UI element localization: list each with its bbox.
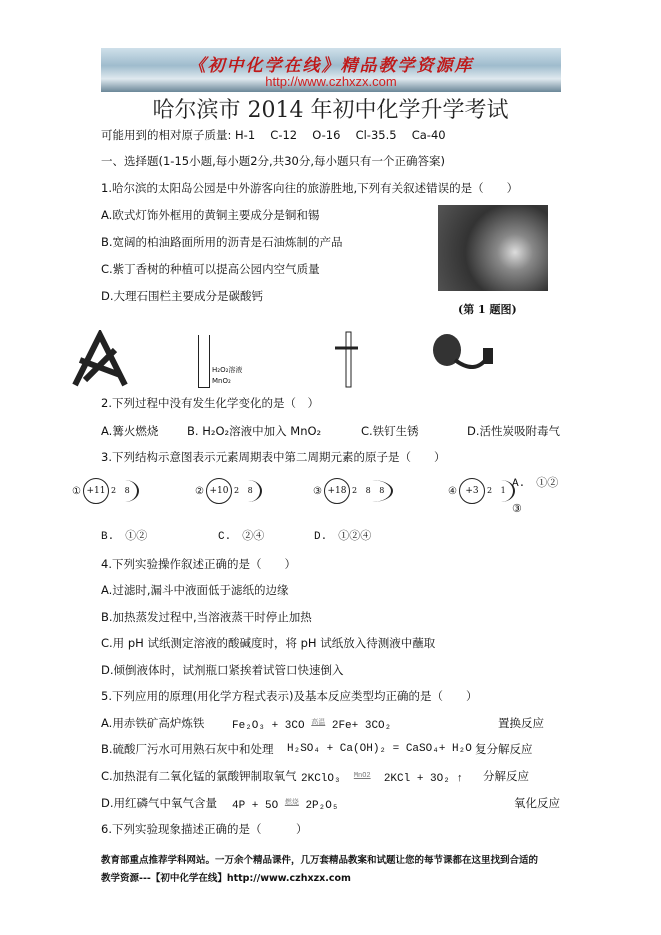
q5-a-type: 置换反应	[498, 716, 544, 730]
q2-option-a: A.篝火燃烧	[101, 424, 159, 438]
atomic-masses: 可能用到的相对原子质量: H-1 C-12 O-16 Cl-35.5 Ca-40	[101, 128, 446, 142]
q1-stem: 1.哈尔滨的太阳岛公园是中外游客向往的旅游胜地,下列有关叙述错误的是（ ）	[101, 181, 519, 195]
banner-title: 《初中化学在线》精品教学资源库	[188, 56, 474, 76]
equation-products: 2Fe+ 3CO₂	[331, 720, 392, 732]
footer-line-1: 教育部重点推荐学科网站。一万余个精品课件，几万套精品教案和试题让您的每节课都在这里找到合适的	[101, 855, 539, 866]
equation-reactants: 4P + 5O	[232, 800, 279, 812]
atom-diagram-4	[448, 478, 515, 504]
reaction-condition: 燃烧	[284, 799, 299, 807]
mno2-label: MnO₂	[212, 377, 231, 385]
atom-number: ③	[313, 485, 322, 497]
bonfire-icon	[70, 330, 130, 390]
atom-number: ②	[195, 485, 204, 497]
q3-stem: 3.下列结构示意图表示元素周期表中第二周期元素的原子是（ ）	[101, 450, 446, 464]
q3-option-b: B. ①②	[101, 531, 148, 543]
h2o2-tube-figure	[198, 330, 328, 390]
q5-a-equation	[232, 716, 391, 733]
q4-option-d: D.倾倒液体时，试剂瓶口紧挨着试管口快速倒入	[101, 663, 344, 677]
q2-stem: 2.下列过程中没有发生化学变化的是（ ）	[101, 396, 319, 410]
reaction-condition: 高温	[311, 719, 326, 727]
atom-number: ①	[72, 485, 81, 497]
atom-nucleus: +11	[83, 478, 109, 504]
section-heading: 一、选择题(1-15小题,每小题2分,共30分,每小题只有一个正确答案)	[101, 154, 445, 168]
atom-diagram-2	[195, 478, 262, 504]
q2-option-b: B. H₂O₂溶液中加入 MnO₂	[187, 424, 322, 438]
q2-option-d: D.活性炭吸附毒气	[467, 424, 561, 438]
banner-url[interactable]: http://www.czhxzx.com	[265, 74, 397, 89]
q5-d-equation	[232, 796, 338, 813]
q4-option-a: A.过滤时,漏斗中液面低于滤纸的边缘	[101, 583, 289, 597]
q5-stem: 5.下列应用的原理(用化学方程式表示)及基本反应类型均正确的是（ ）	[101, 689, 478, 703]
q1-option-d: D.大理石围栏主要成分是碳酸钙	[101, 289, 264, 303]
footer-line-2[interactable]: 教学资源---【初中化学在线】http://www.czhxzx.com	[101, 873, 351, 884]
q1-option-c: C.紫丁香树的种植可以提高公园内空气质量	[101, 262, 320, 276]
equation-products: 2KCl + 3O₂ ↑	[383, 773, 464, 785]
atom-shells: 2 1	[487, 480, 515, 502]
q5-c-type: 分解反应	[483, 769, 529, 783]
atom-diagram-3	[313, 478, 393, 504]
q1-option-a: A.欧式灯饰外框用的黄铜主要成分是铜和锡	[101, 208, 320, 222]
q3-option-d: D. ①②④	[314, 531, 372, 543]
atom-shells: 2 8	[111, 480, 139, 502]
q5-d-type: 氧化反应	[514, 796, 560, 810]
q5-b-type: 复分解反应	[475, 742, 533, 756]
atom-nucleus: +10	[206, 478, 232, 504]
atom-nucleus: +18	[324, 478, 350, 504]
q2-option-c: C.铁钉生锈	[361, 424, 419, 438]
q1-park-photo	[438, 205, 548, 291]
q3-option-a-cont: ③	[512, 504, 522, 516]
q5-option-c: C.加热混有二氧化锰的氯酸钾制取氧气	[101, 769, 297, 783]
page-title: 哈尔滨市 2014 年初中化学升学考试	[152, 98, 509, 123]
atom-nucleus: +3	[459, 478, 485, 504]
test-tube-icon	[198, 335, 210, 388]
q4-option-c: C.用 pH 试纸测定溶液的酸碱度时，将 pH 试纸放入待测液中蘸取	[101, 636, 436, 650]
q5-option-a: A.用赤铁矿高炉炼铁	[101, 716, 205, 730]
h2o2-label: H₂O₂溶液	[212, 366, 243, 374]
q3-option-c: C. ②④	[218, 531, 265, 543]
reaction-condition: MnO2	[353, 772, 371, 780]
atom-number: ④	[448, 485, 457, 497]
equation-reactants: Fe₂O₃ + 3CO	[232, 720, 305, 732]
q3-option-a: A. ①②	[512, 478, 559, 490]
q6-stem: 6.下列实验现象描述正确的是（ ）	[101, 822, 308, 836]
iron-nail-tube-icon	[333, 330, 363, 390]
equation-reactants: 2KClO₃	[301, 773, 341, 785]
q1-caption: (第 1 题图)	[458, 303, 517, 316]
equation-products: 2P₂O₅	[305, 800, 339, 812]
q5-option-b: B.硫酸厂污水可用熟石灰中和处理	[101, 742, 274, 756]
q1-option-b: B.宽阔的柏油路面所用的沥青是石油炼制的产品	[101, 235, 343, 249]
atom-shells: 2 8 8	[352, 480, 393, 502]
site-banner[interactable]	[101, 48, 561, 92]
q5-c-equation	[301, 769, 463, 786]
atom-shells: 2 8	[234, 480, 262, 502]
q5-option-d: D.用红磷气中氧气含量	[101, 796, 218, 810]
q4-stem: 4.下列实验操作叙述正确的是（ ）	[101, 557, 296, 571]
gas-mask-icon	[425, 330, 495, 385]
q5-b-equation: H₂SO₄ + Ca(OH)₂ = CaSO₄+ H₂O	[287, 743, 472, 755]
atom-diagram-1	[72, 478, 139, 504]
q4-option-b: B.加热蒸发过程中,当溶液蒸干时停止加热	[101, 610, 312, 624]
